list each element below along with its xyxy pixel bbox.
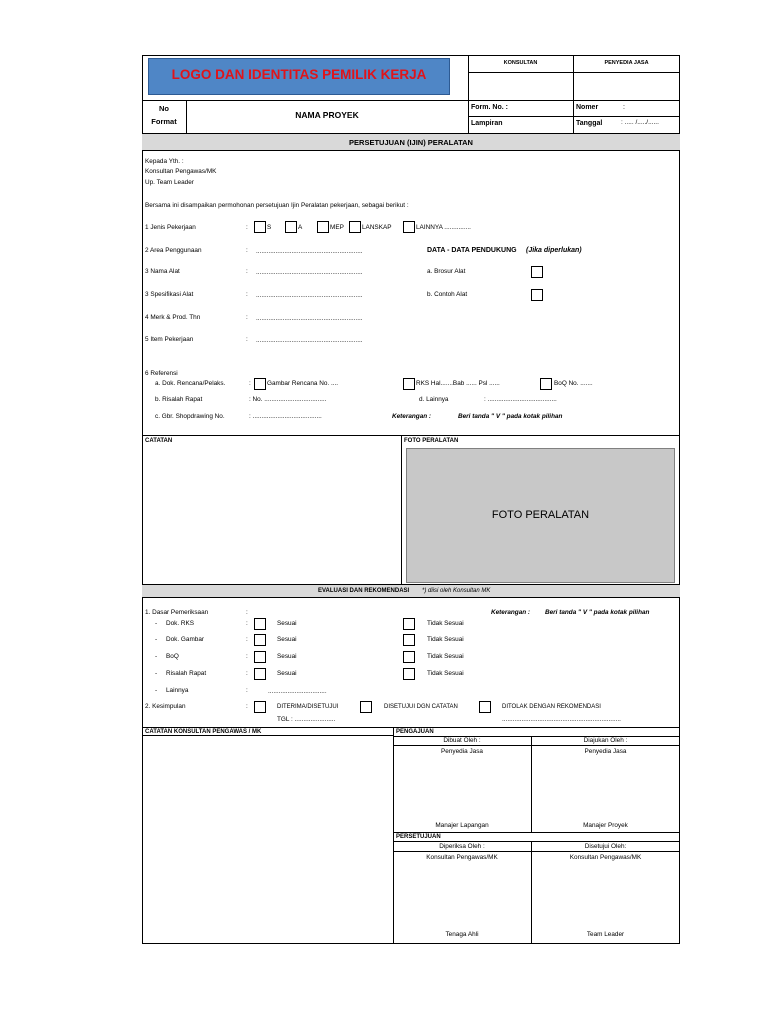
boq-checkbox[interactable] (540, 378, 552, 390)
keterangan-text: Beri tanda " V " pada kotak pilihan (458, 413, 563, 420)
header-line-2 (142, 100, 680, 101)
gbr-shop-value[interactable]: : ....................................... (249, 413, 322, 420)
header-divider-2 (573, 55, 574, 133)
contoh-label: b. Contoh Alat (427, 291, 468, 298)
penyedia-jasa-2: Penyedia Jasa (584, 748, 627, 755)
ditolak-dots[interactable]: ................................................................... (502, 716, 621, 723)
dok-rencana-label: a. Dok. Rencana/Pelaks. (155, 380, 226, 387)
jenis-colon: : (246, 224, 248, 231)
pengajuan-line-2 (393, 745, 680, 746)
boq-label: BoQ No. ....... (554, 380, 593, 387)
sesuai-label: Sesuai (277, 670, 297, 677)
sesuai-checkbox[interactable] (254, 651, 266, 663)
eval-dash: - (155, 636, 158, 643)
merk-dots[interactable]: ............................................................ (256, 315, 363, 322)
tidak-sesuai-label: Tidak Sesuai (427, 636, 464, 643)
catatan-mk-header: CATATAN KONSULTAN PENGAWAS / MK (145, 729, 262, 735)
area-dots[interactable]: ............................................................ (256, 248, 363, 255)
eval-item-colon: : (246, 670, 248, 677)
rks-checkbox[interactable] (403, 378, 415, 390)
tidak-sesuai-label: Tidak Sesuai (427, 653, 464, 660)
tidak-sesuai-label: Tidak Sesuai (427, 620, 464, 627)
konsultan-label: KONSULTAN (503, 60, 538, 66)
tidak-sesuai-label: Tidak Sesuai (427, 670, 464, 677)
tgl-field[interactable]: TGL : ....................... (277, 716, 336, 723)
keterangan-label: Keterangan : (392, 413, 432, 420)
nama-alat-label: 3 Nama Alat (145, 268, 180, 275)
referensi-title: 6 Referensi (145, 370, 178, 377)
persetujuan-line-2 (393, 851, 680, 852)
merk-label: 4 Merk & Prod. Thn (145, 314, 201, 321)
diajukan-oleh: Diajukan Oleh : (583, 737, 628, 744)
item-dots[interactable]: ............................................................ (256, 337, 363, 344)
jenis-mep-label: MEP (330, 224, 344, 231)
konsultan-text: Konsultan Pengawas/MK (145, 168, 217, 175)
catatan-top-line (142, 435, 680, 436)
konsultan-pengawas-1: Konsultan Pengawas/MK (426, 854, 498, 861)
persetujuan-line-1 (393, 841, 680, 842)
eval-item-colon: : (246, 620, 248, 627)
manajer-lapangan: Manajer Lapangan (435, 822, 489, 829)
lampiran-label: Lampiran (471, 120, 503, 127)
nomer-label: Nomer (576, 104, 599, 111)
spesifikasi-colon: : (246, 291, 248, 298)
sesuai-label: Sesuai (277, 636, 297, 643)
disetujui-dgn-checkbox[interactable] (360, 701, 372, 713)
pendukung-note: (Jika diperlukan) (526, 247, 582, 254)
item-colon: : (246, 336, 248, 343)
team-leader: Team Leader (586, 931, 625, 938)
jenis-lanskap-label: LANSKAP (362, 224, 392, 231)
brosur-checkbox[interactable] (531, 266, 543, 278)
form-no-label: Form. No. : (471, 104, 508, 111)
nomer-colon: : (623, 104, 625, 111)
nama-alat-colon: : (246, 268, 248, 275)
diterima-label: DITERIMA/DISETUJUI (277, 704, 339, 710)
jenis-a-checkbox[interactable] (285, 221, 297, 233)
dibuat-oleh: Dibuat Oleh : (443, 737, 481, 744)
bottom-top-line (142, 727, 680, 728)
diperiksa-oleh: Diperiksa Oleh : (439, 843, 485, 850)
sesuai-checkbox[interactable] (254, 618, 266, 630)
disetujui-dgn-label: DISETUJUI DGN CATATAN (384, 704, 458, 710)
evaluasi-note: *) diisi oleh Konsultan MK (422, 588, 491, 594)
nama-alat-dots[interactable]: ............................................................ (256, 269, 363, 276)
jenis-mep-checkbox[interactable] (317, 221, 329, 233)
jenis-a-label: A (298, 224, 303, 231)
manajer-proyek: Manajer Proyek (583, 822, 628, 829)
foto-placeholder-label: FOTO PERALATAN (491, 509, 590, 521)
risalah-value[interactable]: : No. ................................... (249, 396, 327, 403)
tidak-sesuai-checkbox[interactable] (403, 651, 415, 663)
rks-label: RKS Hal.......Bab ...... Psl ...... (416, 380, 500, 387)
merk-colon: : (246, 314, 248, 321)
jenis-lainnya-checkbox[interactable] (403, 221, 415, 233)
jenis-s-checkbox[interactable] (254, 221, 266, 233)
format-label: Format (151, 117, 177, 126)
jenis-s-label: S (267, 224, 272, 231)
no-label: No (159, 104, 169, 113)
kesimpulan-label: 2. Kesimpulan (145, 703, 186, 710)
brosur-label: a. Brosur Alat (427, 268, 466, 275)
gambar-checkbox[interactable] (254, 378, 266, 390)
eval-item-label: Dok. RKS (166, 620, 195, 627)
area-colon: : (246, 247, 248, 254)
nama-proyek: NAMA PROYEK (295, 110, 359, 120)
eval-item-colon: : (246, 653, 248, 660)
tidak-sesuai-checkbox[interactable] (403, 618, 415, 630)
disetujui-oleh: Disetujui Oleh: (584, 843, 627, 850)
penyedia-jasa-1: Penyedia Jasa (441, 748, 483, 755)
form-title: PERSETUJUAN (IJIN) PERALATAN (349, 138, 473, 147)
dok-rencana-colon: : (249, 380, 251, 387)
eval-lainnya-colon: : (246, 687, 248, 694)
dasar-label: 1. Dasar Pemeriksaan (145, 609, 209, 616)
spesifikasi-dots[interactable]: ............................................................ (256, 292, 363, 299)
header-divider-1 (468, 55, 469, 133)
tidak-sesuai-checkbox[interactable] (403, 634, 415, 646)
eval-dash: - (155, 670, 158, 677)
eval-lainnya-label: Lainnya (166, 687, 189, 694)
pengajuan-header: PENGAJUAN (396, 729, 434, 735)
eval-keterangan-label: Keterangan : (491, 609, 531, 616)
persetujuan-top-line (393, 832, 680, 833)
diterima-checkbox[interactable] (254, 701, 266, 713)
header-line-3 (468, 116, 680, 117)
dasar-colon: : (246, 609, 248, 616)
pendukung-title: DATA - DATA PENDUKUNG (427, 247, 517, 254)
gambar-label: Gambar Rencana No. .... (267, 380, 339, 387)
eval-item-label: Risalah Rapat (166, 670, 207, 677)
gbr-shop-label: c. Gbr. Shopdrawing No. (155, 413, 225, 420)
kepada-text: Kepada Yth. : (145, 158, 184, 165)
catatan-divider (401, 435, 402, 585)
sesuai-label: Sesuai (277, 653, 297, 660)
catatan-header: CATATAN (145, 438, 173, 444)
contoh-checkbox[interactable] (531, 289, 543, 301)
eval-item-label: BoQ (166, 653, 179, 660)
eval-dash: - (155, 620, 158, 627)
tanggal-value: : ..... /...../...... (621, 119, 659, 126)
eval-item-colon: : (246, 636, 248, 643)
jenis-label: 1 Jenis Pekerjaan (145, 224, 196, 231)
kesimpulan-colon: : (246, 703, 248, 710)
eval-keterangan-text: Beri tanda " V " pada kotak pilihan (545, 609, 650, 616)
tenaga-ahli: Tenaga Ahli (445, 931, 479, 938)
risalah-label: b. Risalah Rapat (155, 396, 203, 403)
jenis-lainnya-label: LAINNYA ............... (416, 224, 471, 231)
eval-lainnya-dots[interactable]: ................................. (268, 688, 327, 695)
sesuai-label: Sesuai (277, 620, 297, 627)
header-line-1 (468, 72, 680, 73)
evaluasi-title: EVALUASI DAN REKOMENDASI (318, 588, 410, 594)
sesuai-checkbox[interactable] (254, 668, 266, 680)
lainnya-ref-value[interactable]: : ....................................... (484, 396, 557, 403)
catatan-mk-underline (142, 735, 393, 736)
konsultan-pengawas-2: Konsultan Pengawas/MK (569, 854, 642, 861)
eval-dash: - (155, 653, 158, 660)
jenis-lanskap-checkbox[interactable] (349, 221, 361, 233)
evaluasi-bar (142, 584, 680, 598)
item-label: 5 Item Pekerjaan (145, 336, 194, 343)
lainnya-ref-label: d. Lainnya (419, 396, 449, 403)
up-text: Up. Team Leader (145, 179, 194, 186)
tanggal-label: Tanggal (576, 120, 603, 127)
eval-dash: - (155, 687, 158, 694)
eval-item-label: Dok. Gambar (166, 636, 205, 643)
penyedia-jasa-label: PENYEDIA JASA (604, 60, 649, 66)
bottom-main-divider (393, 727, 394, 944)
spesifikasi-label: 3 Spesifikasi Alat (145, 291, 194, 298)
persetujuan-header: PERSETUJUAN (396, 834, 441, 840)
area-label: 2 Area Penggunaan (145, 247, 202, 254)
ditolak-checkbox[interactable] (479, 701, 491, 713)
bersama-text: Bersama ini disampaikan permohonan persetujuan Ijin Peralatan pekerjaan, sebagai berikut : (145, 202, 409, 209)
pengajuan-line-1 (393, 736, 680, 737)
sesuai-checkbox[interactable] (254, 634, 266, 646)
logo-text: LOGO DAN IDENTITAS PEMILIK KERJA (171, 67, 427, 82)
tidak-sesuai-checkbox[interactable] (403, 668, 415, 680)
ditolak-label: DITOLAK DENGAN REKOMENDASI (502, 704, 601, 710)
foto-header: FOTO PERALATAN (404, 438, 459, 444)
